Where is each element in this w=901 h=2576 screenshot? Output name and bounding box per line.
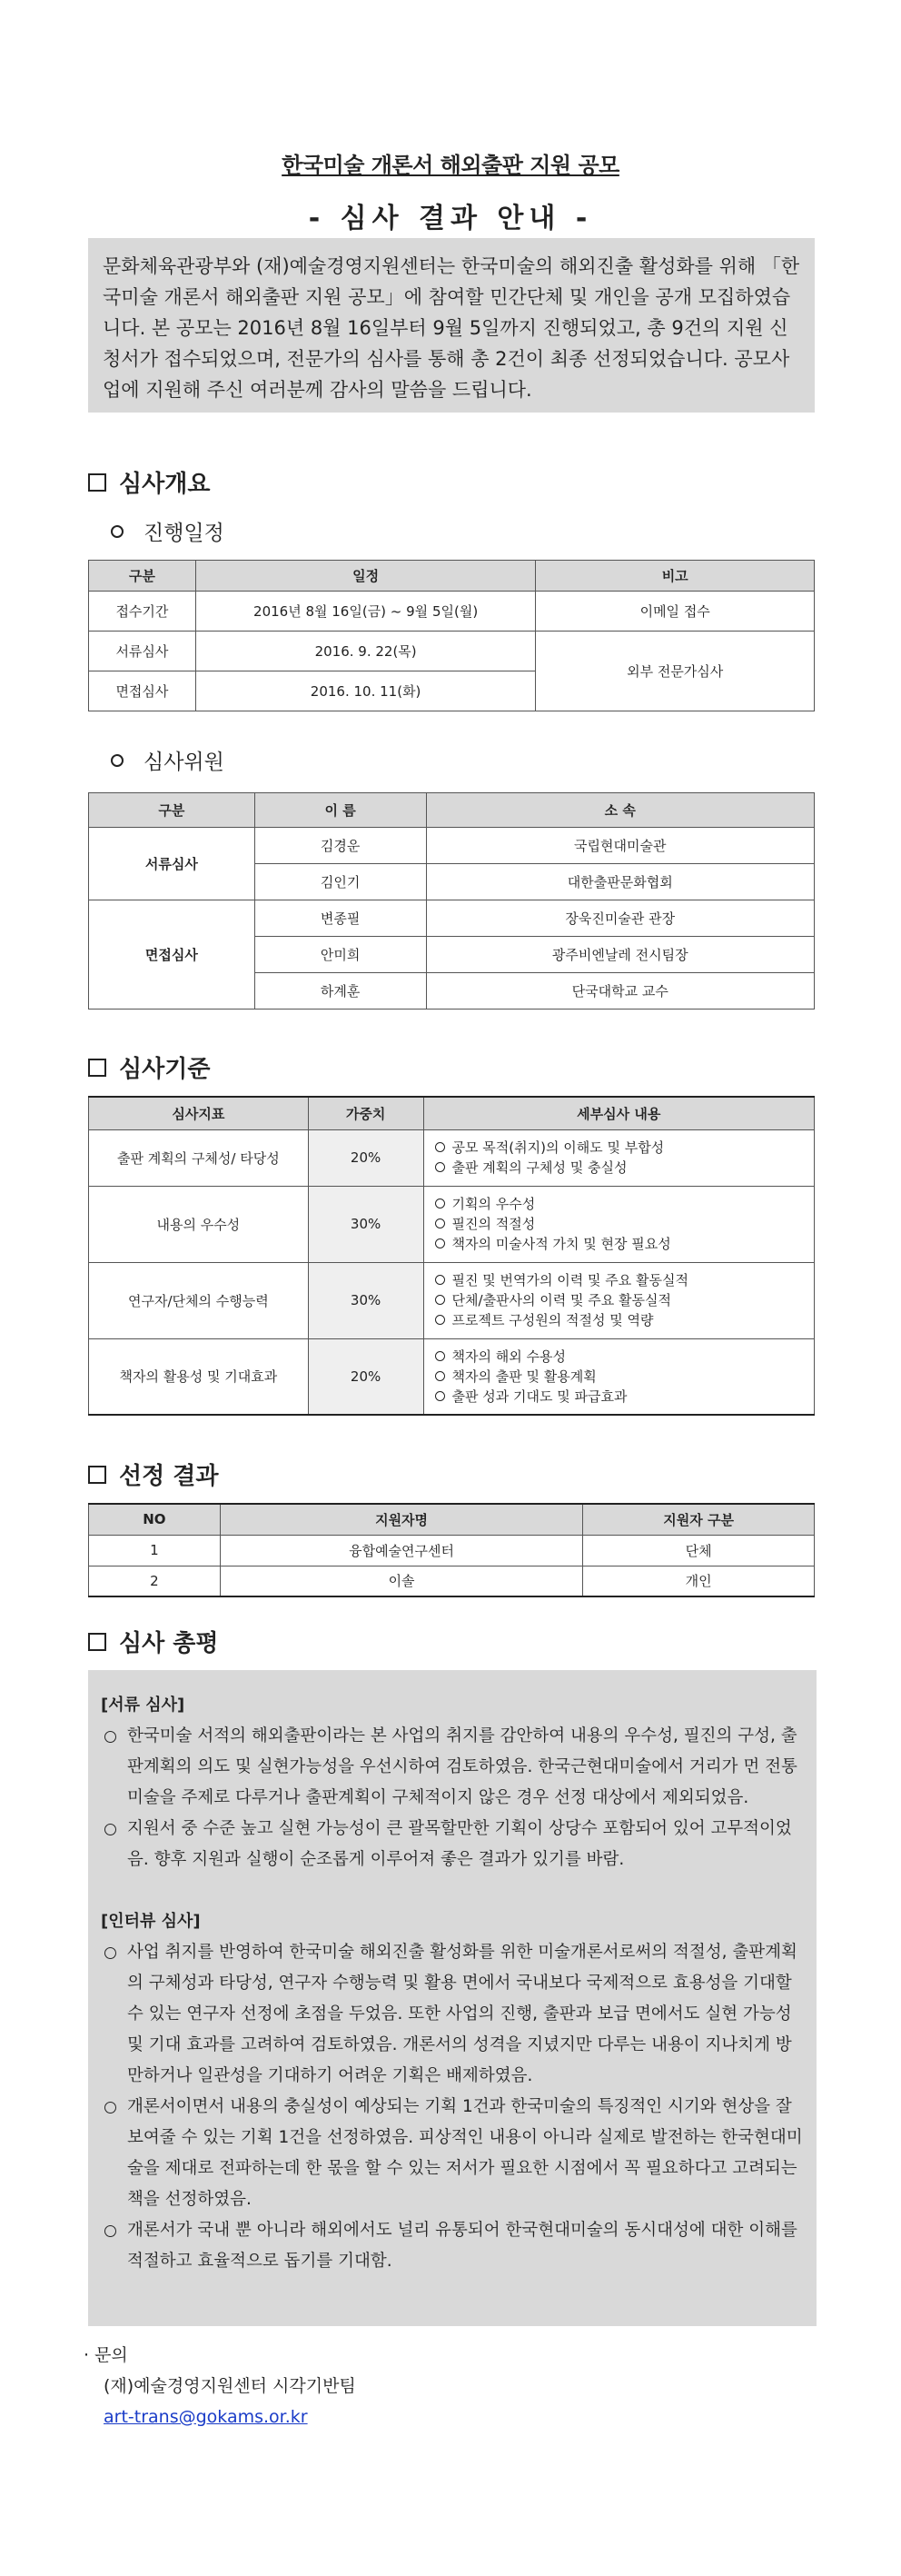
page-subtitle: - 심사 결과 안내 -: [308, 203, 593, 234]
detail-item: 출판 성과 기대도 및 파급효과: [431, 1387, 807, 1407]
circle-bullet-icon: [104, 2102, 116, 2114]
review-item: 지원서 중 수준 높고 실현 가능성이 큰 괄목할만한 기획이 상당수 포함되어 있어 고무적이었음. 향후 지원과 실행이 순조롭게 이루어져 좋은 결과가 있기를 바람.: [101, 1814, 804, 1875]
table-header-row: [89, 1504, 815, 1535]
circle-bullet-icon: [435, 1371, 445, 1381]
table-row: [89, 828, 815, 864]
circle-bullet-icon: [435, 1391, 445, 1401]
member-name: 안미희: [254, 937, 426, 973]
criteria-weight: 20%: [308, 1129, 423, 1186]
result-kind: 단체: [583, 1535, 815, 1566]
member-org: 단국대학교 교수: [426, 973, 814, 1010]
committee-table: [88, 792, 815, 1010]
criteria-index: 출판 계획의 구체성/ 타당성: [89, 1129, 309, 1186]
criteria-weight: 20%: [308, 1338, 423, 1415]
table-header-row: [89, 561, 815, 592]
header-cell: 비고: [536, 561, 815, 592]
subsection-title: 심사위원: [144, 751, 224, 774]
intro-paragraph: 문화체육관광부와 (재)예술경영지원센터는 한국미술의 해외진출 활성화를 위해 「한국미술 개론서 해외출판 지원 공모」에 참여할 민간단체 및 개인을 공개 모집하였습니다. 본 공모는 2016년 8월 16일부터 9월 5일까지 진행되었고, 총 9건의 지원 신청서가 접수되었으며, 전문가의 심사를 통해 총 2건이 최종 선정되었습니다. 공모사업에 지원해 주신 여러분께 감사의 말씀을 드립니다.: [88, 238, 815, 413]
page-title: 한국미술 개론서 해외출판 지원 공모: [282, 153, 619, 178]
circle-bullet-icon: [104, 1947, 116, 1959]
circle-bullet-icon: [435, 1351, 445, 1361]
table-row: [89, 632, 815, 671]
result-name: 융합예술연구센터: [220, 1535, 582, 1566]
review-item: 한국미술 서적의 해외출판이라는 본 사업의 취지를 감안하여 내용의 우수성, 필진의 구성, 출판계획의 의도 및 실현가능성을 우선시하여 검토하였음. 한국근현대미술에서 거리가 먼 전통미술을 주제로 다루거나 출판계획이 구체적이지 않은 경우 선정 대상에서 제외되었음.: [101, 1721, 804, 1814]
detail-item: 단체/출판사의 이력 및 주요 활동실적: [431, 1290, 807, 1310]
member-org: 광주비엔날레 전시팀장: [426, 937, 814, 973]
member-name: 김경운: [254, 828, 426, 864]
table-row: [89, 1262, 815, 1338]
schedule-type: 접수기간: [89, 592, 196, 632]
detail-item: 출판 계획의 구체성 및 충실성: [431, 1158, 807, 1178]
review-group-title: [인터뷰 심사]: [101, 1912, 201, 1931]
header-cell: 일정: [195, 561, 536, 592]
result-no: 2: [89, 1566, 221, 1596]
section-result: [88, 1457, 219, 1491]
circle-bullet-icon: [104, 1731, 116, 1743]
circle-bullet-icon: [111, 754, 124, 767]
subsection-committee: [111, 745, 224, 775]
criteria-index: 연구자/단체의 수행능력: [89, 1262, 309, 1338]
review-item: 개론서가 국내 뿐 아니라 해외에서도 널리 유통되어 한국현대미술의 동시대성에 대한 이해를 적절하고 효율적으로 돕기를 기대함.: [101, 2215, 804, 2277]
header-cell: 소 속: [426, 793, 814, 828]
schedule-table: [88, 560, 815, 711]
member-name: 하계훈: [254, 973, 426, 1010]
contact-email-link[interactable]: art-trans@gokams.or.kr: [104, 2407, 308, 2427]
table-row: [89, 1566, 815, 1596]
table-row: [89, 1186, 815, 1262]
detail-item: 프로젝트 구성원의 적절성 및 역량: [431, 1310, 807, 1330]
square-bullet-icon: [88, 473, 106, 492]
criteria-details: [423, 1186, 814, 1262]
header-cell: 심사지표: [89, 1097, 309, 1129]
circle-bullet-icon: [111, 525, 124, 538]
result-name: 이솔: [220, 1566, 582, 1596]
square-bullet-icon: [88, 1059, 106, 1077]
circle-bullet-icon: [435, 1275, 445, 1285]
committee-group: 면접심사: [89, 900, 255, 1010]
circle-bullet-icon: [435, 1162, 445, 1172]
criteria-details: [423, 1338, 814, 1415]
subsection-title: 진행일정: [144, 522, 224, 545]
circle-bullet-icon: [104, 2225, 116, 2237]
table-header-row: [89, 1097, 815, 1129]
circle-bullet-icon: [435, 1198, 445, 1208]
table-row: [89, 1535, 815, 1566]
circle-bullet-icon: [435, 1315, 445, 1325]
detail-item: 책자의 해외 수용성: [431, 1347, 807, 1367]
criteria-weight: 30%: [308, 1186, 423, 1262]
header-cell: 이 름: [254, 793, 426, 828]
criteria-table: [88, 1096, 815, 1416]
schedule-type: 서류심사: [89, 632, 196, 671]
criteria-details: [423, 1129, 814, 1186]
header-cell: 지원자명: [220, 1504, 582, 1535]
header-cell: 세부심사 내용: [423, 1097, 814, 1129]
schedule-date: 2016. 9. 22(목): [195, 632, 536, 671]
committee-group: 서류심사: [89, 828, 255, 900]
header-cell: NO: [89, 1504, 221, 1535]
result-kind: 개인: [583, 1566, 815, 1596]
review-item: 개론서이면서 내용의 충실성이 예상되는 기획 1건과 한국미술의 특징적인 시기와 현상을 잘 보여줄 수 있는 기획 1건을 선정하였음. 피상적인 내용이 아니라 실제로 발전하는 한국현대미술을 제대로 전파하는데 한 몫을 할 수 있는 저서가 필요한 시점에서 꼭 필요하다고 고려되는 책을 선정하였음.: [101, 2092, 804, 2215]
schedule-note: 이메일 접수: [536, 592, 815, 632]
detail-item: 필진의 적절성: [431, 1214, 807, 1234]
result-table: [88, 1503, 815, 1597]
table-row: [89, 900, 815, 937]
schedule-date: 2016. 10. 11(화): [195, 671, 536, 711]
circle-bullet-icon: [435, 1238, 445, 1248]
member-org: 국립현대미술관: [426, 828, 814, 864]
member-org: 대한출판문화협회: [426, 864, 814, 900]
contact-label: · 문의: [84, 2345, 128, 2365]
detail-item: 공모 목적(취지)의 이해도 및 부합성: [431, 1138, 807, 1158]
title-block: [0, 147, 901, 235]
square-bullet-icon: [88, 1633, 106, 1651]
schedule-type: 면접심사: [89, 671, 196, 711]
contact-org: (재)예술경영지원센터 시각기반팀: [104, 2376, 356, 2396]
contact-block: [84, 2340, 356, 2432]
section-criteria: [88, 1050, 210, 1084]
review-item: 사업 취지를 반영하여 한국미술 해외진출 활성화를 위한 미술개론서로써의 적절성, 출판계획의 구체성과 타당성, 연구자 수행능력 및 활용 면에서 국내보다 국제적으로 효용성을 기대할 수 있는 연구자 선정에 초점을 두었음. 또한 사업의 진행, 출판과 보급 면에서도 실현 가능성 및 기대 효과를 고려하여 검토하였음. 개론서의 성격을 지녔지만 다루는 내용이 지나치게 방만하거나 일관성을 기대하기 어려운 기획은 배제하였음.: [101, 1937, 804, 2092]
circle-bullet-icon: [435, 1218, 445, 1228]
schedule-date: 2016년 8월 16일(금) ~ 9월 5일(월): [195, 592, 536, 632]
section-title: 선정 결과: [119, 1463, 219, 1490]
table-row: [89, 592, 815, 632]
review-box: [88, 1670, 817, 2326]
section-title: 심사개요: [119, 471, 211, 498]
detail-item: 책자의 출판 및 활용계획: [431, 1367, 807, 1387]
header-cell: 가중치: [308, 1097, 423, 1129]
criteria-details: [423, 1262, 814, 1338]
table-row: [89, 1338, 815, 1415]
table-header-row: [89, 793, 815, 828]
criteria-weight: 30%: [308, 1262, 423, 1338]
detail-item: 기획의 우수성: [431, 1194, 807, 1214]
review-group-title: [서류 심사]: [101, 1696, 185, 1715]
section-title: 심사기준: [119, 1056, 211, 1083]
schedule-note: 외부 전문가심사: [536, 632, 815, 711]
result-no: 1: [89, 1535, 221, 1566]
square-bullet-icon: [88, 1466, 106, 1484]
circle-bullet-icon: [435, 1295, 445, 1305]
circle-bullet-icon: [104, 1824, 116, 1835]
member-name: 김인기: [254, 864, 426, 900]
subsection-schedule: [111, 516, 224, 546]
circle-bullet-icon: [435, 1142, 445, 1152]
header-cell: 구분: [89, 561, 196, 592]
member-name: 변종필: [254, 900, 426, 937]
section-overview: [88, 465, 210, 499]
criteria-index: 책자의 활용성 및 기대효과: [89, 1338, 309, 1415]
section-review: [88, 1625, 219, 1658]
header-cell: 지원자 구분: [583, 1504, 815, 1535]
header-cell: 구분: [89, 793, 255, 828]
detail-item: 책자의 미술사적 가치 및 현장 필요성: [431, 1234, 807, 1254]
section-title: 심사 총평: [119, 1630, 219, 1657]
criteria-index: 내용의 우수성: [89, 1186, 309, 1262]
table-row: [89, 1129, 815, 1186]
member-org: 장욱진미술관 관장: [426, 900, 814, 937]
detail-item: 필진 및 번역가의 이력 및 주요 활동실적: [431, 1270, 807, 1290]
